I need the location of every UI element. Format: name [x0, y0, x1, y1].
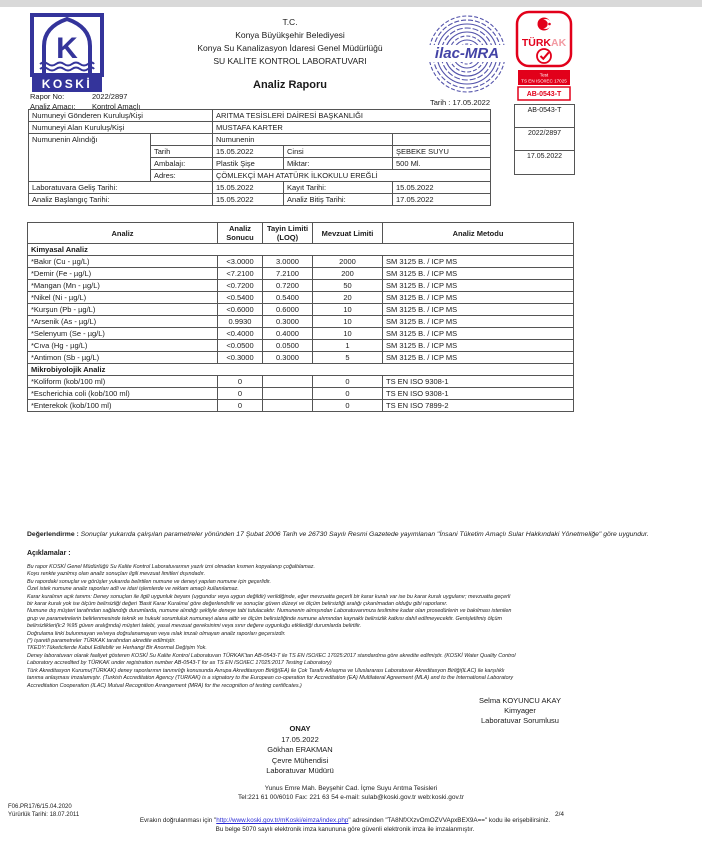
note-line: Karar kuralının açık tanımı: Deney sonuçları ile ilgili uygunluk beyanı (uygundur veya uygun değildir) verildiğinde, eğer mevzuatta geçerli bir karar kuralı var ise bu karar kuralı uygulanır; mevzuatta geçerli — [27, 593, 511, 600]
table-row — [28, 292, 574, 304]
analyte-loq: 0.6000 — [263, 304, 313, 316]
analyte-limit: 10 — [313, 316, 383, 328]
turkak-standard-label: TS EN ISO/IEC 17025 — [521, 78, 567, 84]
fine-print-notes — [27, 564, 679, 690]
analyte-limit: 10 — [313, 304, 383, 316]
approval-title: Çevre Mühendisi — [271, 755, 329, 765]
letterhead-line1: Konya Büyükşehir Belediyesi — [235, 30, 345, 40]
table-row — [29, 194, 491, 206]
letterhead-line2: Konya Su Kanalizasyon İdaresi Genel Müdürlüğü — [197, 43, 383, 53]
analyte-name: *Antimon (Sb - µg/L) — [28, 352, 218, 364]
analyte-method: SM 3125 B. / ICP MS — [383, 268, 574, 280]
analyte-result: 0 — [218, 376, 263, 388]
ilac-mra-wordmark: ilac-MRA — [434, 45, 500, 62]
note-line: Türk Akreditasyon Kurumu(TÜRKAK) deney raporlarının tanınırlığı konusunda Avrupa Akreditasyon Birliği(EA) ile Çok Taraflı Anlaşma ve Uluslararası Laboratuvar Akreditasyon Birliği(ILAC) ile karşılıklı — [27, 667, 505, 674]
approval-date: 17.05.2022 — [281, 734, 319, 744]
table-row — [28, 340, 574, 352]
purpose-label: Analiz Amacı: — [30, 101, 76, 111]
note-line: Özel istek numune analiz raporları adli ve idari işlemlerde ve reklam amaçlı kullanılamaz. — [27, 586, 239, 593]
table-row — [28, 352, 574, 364]
analyte-method: TS EN ISO 7899-2 — [383, 400, 574, 412]
analyte-loq: 0.0500 — [263, 340, 313, 352]
chem-section-title: Kimyasal Analiz — [28, 244, 574, 256]
package-value: Plastik Şişe — [213, 158, 284, 170]
start-value: 15.05.2022 — [213, 194, 284, 206]
analyte-result: <0.6000 — [218, 304, 263, 316]
page-number: 2/4 — [555, 811, 565, 818]
analyte-loq: 0.3000 — [263, 316, 313, 328]
effective-date: Yürürlük Tarihi: 18.07.2011 — [8, 812, 80, 818]
note-line: Deney laboratuvarı olarak faaliyet gösteren KOSKİ Su Kalite Kontrol Laboratuvarı TÜRKAK'tan AB-0543-T ile TS EN ISO/IEC 17025:2017 standardına göre akredite edilmiştir. (KOSKİ Water Quality Control — [27, 652, 516, 659]
end-value: 17.05.2022 — [393, 194, 491, 206]
type-label: Cinsi — [284, 146, 393, 158]
receiver-value: MUSTAFA KARTER — [213, 122, 491, 134]
analyte-name: *Selenyum (Se - µg/L) — [28, 328, 218, 340]
analyte-limit: 200 — [313, 268, 383, 280]
sample-info-table — [28, 109, 491, 206]
note-line: Doğrulama linki bulunmayan ve/veya doğrulanamayan veya ıslak imzalı olmayan analiz raporları geçersizdir. — [27, 630, 286, 637]
remarks-label: Açıklamalar : — [27, 550, 71, 557]
analyte-name: *Bakır (Cu - µg/L) — [28, 256, 218, 268]
date-value: 15.05.2022 — [213, 146, 284, 158]
sample-of-label: Numunenin — [213, 134, 393, 146]
analyte-name: *Escherichia coli (kob/100 ml) — [28, 388, 218, 400]
col-sonuc: Analiz Sonucu — [218, 223, 263, 244]
approval-label: ONAY — [289, 724, 311, 733]
analyte-limit: 0 — [313, 388, 383, 400]
esign-note: Bu belge 5070 sayılı elektronik imza kanununa göre güvenli elektronik imza ile imzalanmıştır. — [215, 825, 475, 833]
analyte-method: SM 3125 B. / ICP MS — [383, 352, 574, 364]
analyte-limit: 5 — [313, 352, 383, 364]
lab-responsible-signature — [420, 696, 620, 726]
verification-block — [0, 817, 690, 834]
table-row — [28, 400, 574, 412]
reference-accreditation: AB-0543-T — [515, 105, 574, 128]
analyte-method: SM 3125 B. / ICP MS — [383, 304, 574, 316]
footer-contact: Tel:221 61 00/6010 Fax: 221 63 54 e-mail: sulab@koski.gov.tr web:koski.gov.tr — [237, 794, 465, 801]
analyte-name: *Koliform (kob/100 ml) — [28, 376, 218, 388]
arrival-value: 15.05.2022 — [213, 182, 284, 194]
note-line: Bu rapor KOSKİ Genel Müdürlüğü Su Kalite Kontrol Laboratuvarının yazılı izni olmadan kısmen kopyalanıp çoğaltılamaz. — [27, 564, 315, 570]
analyte-result: <0.5400 — [218, 292, 263, 304]
note-line: bir karar kuralı yok ise ölçüm belirsizliği değeri 'Basit Karar Kuralına' göre değerlendirilir ve sonuçlar güven düzeyi ve ölçüm belirsizliği aralığı çıkarılmadan olduğu gibi raporlanır. — [27, 601, 448, 608]
analyte-limit: 0 — [313, 376, 383, 388]
analyte-loq: 7.2100 — [263, 268, 313, 280]
end-label: Analiz Bitiş Tarihi: — [284, 194, 393, 206]
analyte-method: SM 3125 B. / ICP MS — [383, 292, 574, 304]
analyte-method: SM 3125 B. / ICP MS — [383, 316, 574, 328]
letterhead-tc: T.C. — [282, 17, 298, 27]
analyte-name: *Cıva (Hg - µg/L) — [28, 340, 218, 352]
analyte-loq — [263, 376, 313, 388]
note-line: grup ve parametrelerin belirlenmesinde teknik ve hukuki sorumluluk numuneyi alana aittir ve ölçüm belirsizliğinde numune alımından kaynaklı belirsizlik katkısı dahil edilmeyecektir. Genişletilmiş ölçüm — [27, 615, 502, 622]
analyte-name: *Enterekok (kob/100 ml) — [28, 400, 218, 412]
analyte-loq: 0.7200 — [263, 280, 313, 292]
analyte-method: TS EN ISO 9308-1 — [383, 388, 574, 400]
responsible-name: Selma KOYUNCU AKAY — [479, 696, 561, 705]
analyte-limit: 50 — [313, 280, 383, 292]
analyte-name: *Nikel (Ni - µg/L) — [28, 292, 218, 304]
approval-name: Gökhan ERAKMAN — [267, 745, 333, 754]
registry-label: Kayıt Tarihi: — [284, 182, 393, 194]
analyte-loq: 3.0000 — [263, 256, 313, 268]
report-title: Analiz Raporu — [253, 79, 327, 91]
analyte-limit: 2000 — [313, 256, 383, 268]
verify-link[interactable]: http://www.koski.gov.tr/mKoski/eimza/index.php — [216, 817, 349, 824]
table-row — [29, 134, 491, 146]
table-row — [28, 328, 574, 340]
table-header-row — [28, 223, 574, 244]
empty-cell — [151, 134, 213, 146]
note-line: tanıma anlaşması imzalamıştır. (Turkish Accreditation Agency (TURKAK) is a signatory to the European co-operation for Accreditation (EA) Multilateral Agreement (MLA) and to the International Laboratory — [27, 675, 514, 682]
report-no-value: 2022/2897 — [92, 92, 128, 101]
reference-date: 17.05.2022 — [526, 153, 563, 160]
table-row — [28, 256, 574, 268]
report-no-row — [30, 92, 140, 102]
verification-line — [0, 817, 690, 826]
analyte-loq: 0.5400 — [263, 292, 313, 304]
responsible-title: Kimyager — [504, 706, 536, 715]
koski-logo-icon — [30, 13, 104, 98]
table-row — [28, 280, 574, 292]
analyte-method: TS EN ISO 9308-1 — [383, 376, 574, 388]
section-row — [28, 364, 574, 376]
note-line: TKEDY:Tüketicilerde Kabul Edilebilir ve Herhangi Bir Anormal Değişim Yok. — [27, 645, 207, 652]
analyte-result: <0.4000 — [218, 328, 263, 340]
reference-box — [514, 104, 575, 175]
col-analiz: Analiz — [28, 223, 218, 244]
analyte-limit: 20 — [313, 292, 383, 304]
start-label: Analiz Başlangıç Tarihi: — [29, 194, 213, 206]
analyte-method: SM 3125 B. / ICP MS — [383, 340, 574, 352]
receiver-label: Numuneyi Alan Kuruluş/Kişi — [29, 122, 213, 134]
table-row — [28, 304, 574, 316]
ilac-mra-logo-icon — [426, 13, 508, 100]
table-row — [28, 376, 574, 388]
registry-value: 15.05.2022 — [393, 182, 491, 194]
approval-role: Laboratuvar Müdürü — [266, 766, 334, 775]
analyte-method: SM 3125 B. / ICP MS — [383, 256, 574, 268]
report-date: Tarih : 17.05.2022 — [429, 98, 490, 107]
note-line: Accreditation Cooperation (ILAC) Mutual Recognition Arrangement (MRA) for the recognition of testing certificates.) — [27, 682, 302, 689]
analyte-loq: 0.4000 — [263, 328, 313, 340]
verify-suffix: " adresinden "TA8NfXXzvOmOZVVApxBEX9A==" kodu ile erişebilirsiniz. — [348, 817, 551, 824]
micro-section-title: Mikrobiyolojik Analiz — [28, 364, 574, 376]
evaluation — [27, 531, 669, 540]
letterhead-line3: SU KALİTE KONTROL LABORATUVARI — [213, 56, 367, 66]
responsible-role: Laboratuvar Sorumlusu — [481, 716, 559, 725]
turkak-wordmark-turk: TÜRK — [521, 37, 551, 49]
analyte-limit: 0 — [313, 400, 383, 412]
analyte-result: 0 — [218, 388, 263, 400]
analyte-result: <0.0500 — [218, 340, 263, 352]
verify-prefix: Evrakın doğrulanması için " — [139, 817, 217, 824]
footer-address-block — [0, 784, 702, 802]
amount-value: 500 Ml. — [393, 158, 491, 170]
analyte-result: <7.2100 — [218, 268, 263, 280]
reference-report-no: 2022/2897 — [515, 128, 574, 151]
analyte-result: <0.7200 — [218, 280, 263, 292]
svg-text:TÜRKAK — [522, 36, 567, 49]
analyte-result: 0.9930 — [218, 316, 263, 328]
arrival-label: Laboratuvara Geliş Tarihi: — [29, 182, 213, 194]
turkak-logo-icon — [513, 10, 575, 108]
analyte-name: *Kurşun (Pb - µg/L) — [28, 304, 218, 316]
evaluation-text: Sonuçlar yukarıda çalışılan parametreler yönünden 17 Şubat 2006 Tarih ve 26730 Sayılı Resmi Gazetede yayımlanan "İnsani Tüketim Amaçlı Sular Hakkındaki Yönetmeliğe" göre uygundur. — [80, 531, 649, 538]
koski-wordmark: KOSKİ — [41, 77, 93, 91]
table-row — [28, 388, 574, 400]
col-tayin: Tayin Limiti (LOQ) — [263, 223, 313, 244]
date-label: Tarih — [151, 146, 213, 158]
analyte-loq — [263, 400, 313, 412]
approval-signature — [195, 724, 405, 777]
note-line: (*) işaretli parametreler TÜRKAK tarafından akredite edilmiştir. — [27, 638, 176, 645]
col-metod: Analiz Metodu — [383, 223, 574, 244]
table-row — [28, 316, 574, 328]
section-row — [28, 244, 574, 256]
note-line: Koyu renkte yazılmış olan analiz sonuçları ilgili mevzuat limitleri dışındadır. — [27, 571, 206, 578]
note-line: belirsizlikleri(k:2 %95 güven aralığında) müşteri talebi, yasal mevzuat gereksinimi veya sınır değere uygunluğu etkilediği durumlarda belirtilir. — [27, 623, 362, 630]
package-label: Ambalajı: — [151, 158, 213, 170]
type-value: ŞEBEKE SUYU — [393, 146, 491, 158]
analyte-result: 0 — [218, 400, 263, 412]
turkak-wordmark-ak: AK — [551, 37, 567, 49]
sample-taken-label: Numunenin Alındığı — [29, 134, 151, 182]
analyte-loq — [263, 388, 313, 400]
evaluation-label: Değerlendirme : — [27, 531, 79, 538]
note-line: Numune dış müşteri tarafından sağlandığı durumlarda, numune alındığı şekliyle deneye tabi tutulacaktır. Numunenin alınışından Laboratuvarımıza teslimine kadar olan prosedürlerin ve bakılması istenilen — [27, 608, 512, 615]
analyte-result: <0.3000 — [218, 352, 263, 364]
document-code: F06.PR17/6/15.04.2020 — [8, 804, 72, 810]
turkak-accreditation-code: AB-0543-T — [526, 91, 562, 98]
address-value: ÇÖMLEKÇİ MAH ATATÜRK İLKOKULU EREĞLİ — [213, 170, 491, 182]
analyte-name: *Arsenik (As - µg/L) — [28, 316, 218, 328]
sender-value: ARITMA TESİSLERİ DAİRESİ BAŞKANLIĞI — [213, 110, 491, 122]
koski-k-letter: K — [56, 32, 78, 65]
address-label: Adres: — [151, 170, 213, 182]
analyte-method: SM 3125 B. / ICP MS — [383, 280, 574, 292]
analyte-name: *Mangan (Mn - µg/L) — [28, 280, 218, 292]
report-no-label: Rapor No: — [30, 92, 65, 101]
analyte-result: <3.0000 — [218, 256, 263, 268]
analyte-loq: 0.3000 — [263, 352, 313, 364]
scan-edge — [0, 0, 702, 7]
turkak-test-label: Test — [539, 72, 549, 78]
table-row — [28, 268, 574, 280]
amount-label: Miktar: — [284, 158, 393, 170]
analyte-limit: 1 — [313, 340, 383, 352]
purpose-value: Kontrol Amaçlı — [92, 101, 141, 111]
analyte-method: SM 3125 B. / ICP MS — [383, 328, 574, 340]
table-row — [29, 110, 491, 122]
analyte-limit: 10 — [313, 328, 383, 340]
empty-cell — [393, 134, 491, 146]
note-line: Laboratory accredited by TÜRKAK under registration number AB-0543-T for as TS EN ISO/IEC 17025:2017 Testing Laboratory) — [27, 660, 332, 667]
footer-address: Yunus Emre Mah. Beyşehir Cad. İçme Suyu Arıtma Tesisleri — [264, 785, 438, 792]
col-mevzuat: Mevzuat Limiti — [313, 223, 383, 244]
analysis-table — [27, 222, 574, 412]
analyte-name: *Demir (Fe - µg/L) — [28, 268, 218, 280]
letterhead — [110, 16, 470, 68]
table-row — [29, 182, 491, 194]
note-line: Bu rapordaki sonuçlar ve görüşler yukarıda belirtilen numune ve deneyi yapılan numune için geçerlidir. — [27, 578, 272, 585]
table-row — [29, 122, 491, 134]
sender-label: Numuneyi Gönderen Kuruluş/Kişi — [29, 110, 213, 122]
